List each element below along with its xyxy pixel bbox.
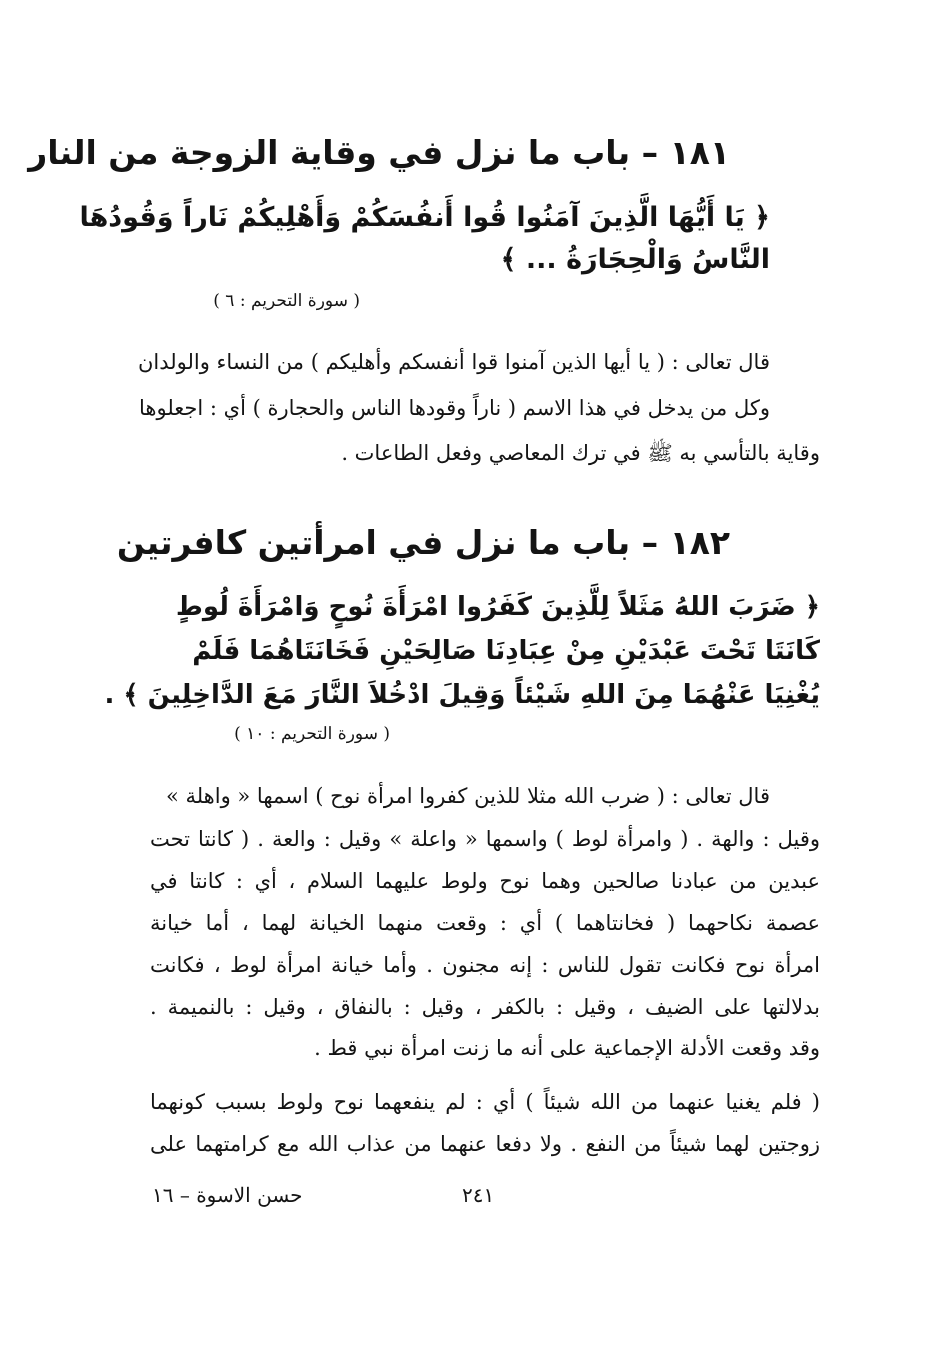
section-182-commentary-line-6: بدلالتها على الضيف ، وقيل : بالكفر ، وقيل : بالنفاق ، وقيل : بالنميمة . [150, 995, 820, 1019]
section-181-commentary-line-1: قال تعالى : ( يا أيها الذين آمنوا قوا أنفسكم وأهليكم ) من النساء والولدان [137, 350, 770, 374]
section-182-commentary2-line-2: زوجتين لهما شيئاً من النفع . ولا دفعا عنهما من عذاب الله مع كرامتهما على [150, 1132, 820, 1156]
section-182-verse-line-3: يُغْنِيَا عَنْهُمَا مِنَ اللهِ شَيْئاً وَقِيلَ ادْخُلاَ النَّارَ مَعَ الدَّاخِلِينَ ﴾ . [104, 680, 820, 710]
footer-signature: حسن الاسوة – ١٦ [152, 1183, 303, 1207]
section-182-commentary-line-5: امرأة نوح فكانت تقول للناس : إنه مجنون . وأما خيانة امرأة لوط ، فكانت [150, 953, 820, 977]
section-181-reference: ( سورة التحريم : ٦ ) [213, 291, 360, 311]
section-182-commentary2-line-1: ( فلم يغنيا عنهما من الله شيئاً ) أي : لم ينفعهما نوح ولوط بسبب كونهما [150, 1090, 820, 1114]
section-181-verse-line-2: النَّاسُ وَالْحِجَارَةُ ... ﴾ [500, 244, 770, 275]
section-182-commentary-line-4: عصمة نكاحهما ( فخانتاهما ) أي : وقعت منهما الخيانة لهما ، أما خيانة [150, 911, 820, 935]
section-182-commentary-line-3: عبدين من عبادنا صالحين وهما نوح ولوط عليهما السلام ، أي : كانتا في [150, 869, 820, 893]
section-182-verse-line-2: كَانَتَا تَحْتَ عَبْدَيْنِ مِنْ عِبَادِنَا صَالِحَيْنِ فَخَانَتَاهُمَا فَلَمْ [192, 636, 820, 666]
section-181-commentary-line-3: وقاية بالتأسي به ﷺ في ترك المعاصي وفعل الطاعات . [341, 441, 820, 465]
section-181-verse-line-1: ﴿ يَا أَيُّهَا الَّذِينَ آمَنُوا قُوا أَنفُسَكُمْ وَأَهْلِيكُمْ نَاراً وَقُودُهَا [79, 202, 770, 233]
section-182-commentary-line-2: وقيل : والهة . ( وامرأة لوط ) واسمها « واعلة » وقيل : والعة . ( كانتا تحت [150, 827, 820, 851]
section-182-verse-line-1: ﴿ ضَرَبَ اللهُ مَثَلاً لِلَّذِينَ كَفَرُوا امْرَأَةَ نُوحٍ وَامْرَأَةَ لُوطٍ [175, 592, 820, 622]
section-181-commentary-line-2: وكل من يدخل في هذا الاسم ( ناراً وقودها الناس والحجارة ) أي : اجعلوها [139, 396, 770, 420]
section-181-title: ١٨١ – باب ما نزل في وقاية الزوجة من النار [28, 133, 730, 172]
section-182-commentary-line-7: وقد وقعت الأدلة الإجماعية على أنه ما زنت امرأة نبي قط . [314, 1036, 820, 1060]
section-182-reference: ( سورة التحريم : ١٠ ) [234, 724, 390, 744]
page-number: ٢٤١ [462, 1183, 495, 1207]
section-182-title: ١٨٢ – باب ما نزل في امرأتين كافرتين [116, 523, 730, 562]
section-182-commentary-line-1: قال تعالى : ( ضرب الله مثلا للذين كفروا امرأة نوح ) اسمها « واهلة » [165, 784, 770, 808]
